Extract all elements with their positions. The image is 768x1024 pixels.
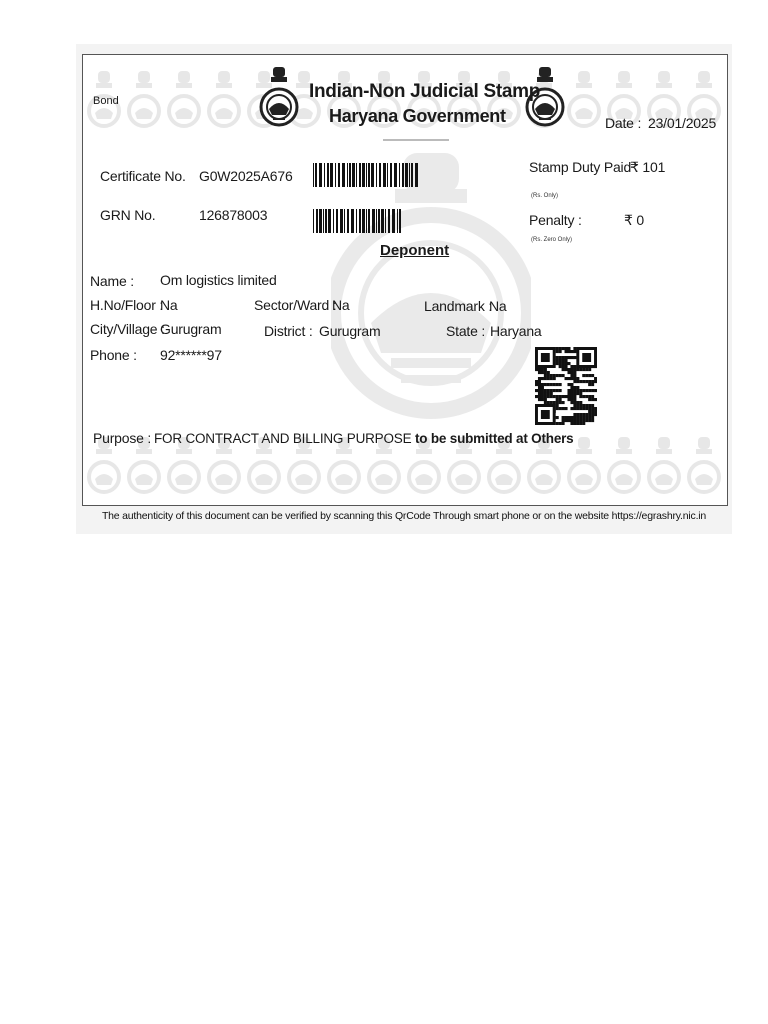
date-label: Date : (605, 115, 642, 131)
watermark-emblem-icon (207, 71, 241, 135)
sector-label: Sector/Ward : (254, 297, 337, 313)
penalty-label: Penalty : (529, 212, 582, 228)
landmark-value: Na (489, 298, 507, 314)
stamp-certificate (82, 54, 728, 506)
watermark-emblem-icon (207, 437, 241, 501)
bond-label: Bond (93, 95, 119, 107)
certificate-barcode-icon (313, 163, 419, 187)
microprint-line (383, 139, 449, 141)
district-value: Gurugram (319, 323, 381, 339)
watermark-emblem-icon (327, 437, 361, 501)
grn-value: 126878003 (199, 207, 268, 223)
watermark-emblem-icon (607, 437, 641, 501)
watermark-emblem-icon (127, 71, 161, 135)
date-value: 23/01/2025 (648, 115, 717, 131)
watermark-emblem-icon (407, 437, 441, 501)
watermark-emblem-icon (167, 71, 201, 135)
purpose-text: FOR CONTRACT AND BILLING PURPOSE (154, 431, 412, 446)
phone-label: Phone : (90, 347, 137, 363)
watermark-emblem-icon (647, 437, 681, 501)
city-value: Gurugram (160, 321, 222, 337)
certificate-label: Certificate No. (100, 168, 186, 184)
watermark-emblem-icon (487, 437, 521, 501)
landmark-label: Landmark : (424, 298, 493, 314)
qr-code-icon[interactable] (535, 347, 597, 425)
purpose-suffix: to be submitted at Others (414, 431, 574, 446)
penalty-words: (Rs. Zero Only) (531, 237, 573, 243)
watermark-emblem-icon (687, 437, 721, 501)
certificate-value: G0W2025A676 (199, 168, 293, 184)
watermark-emblem-icon (447, 437, 481, 501)
haryana-emblem-left-icon (259, 65, 299, 131)
hno-label: H.No/Floor : (90, 297, 164, 313)
phone-value: 92******97 (160, 347, 222, 363)
title-line-2: Haryana Government (329, 106, 506, 126)
purpose-label: Purpose : (93, 430, 152, 446)
state-label: State : (446, 323, 486, 339)
city-label: City/Village : (90, 321, 165, 337)
hno-value: Na (160, 297, 178, 313)
watermark-emblem-icon (167, 437, 201, 501)
name-value: Om logistics limited (160, 272, 277, 288)
grn-label: GRN No. (100, 207, 156, 223)
penalty-value: ₹ 0 (624, 212, 644, 228)
watermark-emblem-icon (287, 437, 321, 501)
stamp-duty-value: ₹ 101 (630, 159, 666, 175)
watermark-emblem-icon (567, 437, 601, 501)
stamp-duty-words: (Rs. Only) (531, 193, 558, 199)
stamp-duty-label: Stamp Duty Paid : (529, 159, 639, 175)
state-value: Haryana (490, 323, 542, 339)
purpose-value (154, 431, 574, 446)
title-line-1: Indian-Non Judicial Stamp (309, 81, 541, 102)
watermark-emblem-icon (87, 437, 121, 501)
sector-value: Na (332, 297, 350, 313)
grn-barcode-icon (313, 209, 403, 233)
watermark-emblem-icon (567, 71, 601, 135)
watermark-emblem-icon (367, 437, 401, 501)
watermark-emblem-icon (247, 437, 281, 501)
district-label: District : (264, 323, 313, 339)
verification-footer: The authenticity of this document can be verified by scanning this QrCode Through smart phone or on the website https://egrashry.nic.in (101, 510, 707, 522)
name-label: Name : (90, 273, 134, 289)
deponent-heading: Deponent (380, 242, 450, 259)
watermark-emblem-icon (127, 437, 161, 501)
watermark-emblem-icon (527, 437, 561, 501)
haryana-seal-watermark-icon (331, 153, 531, 423)
